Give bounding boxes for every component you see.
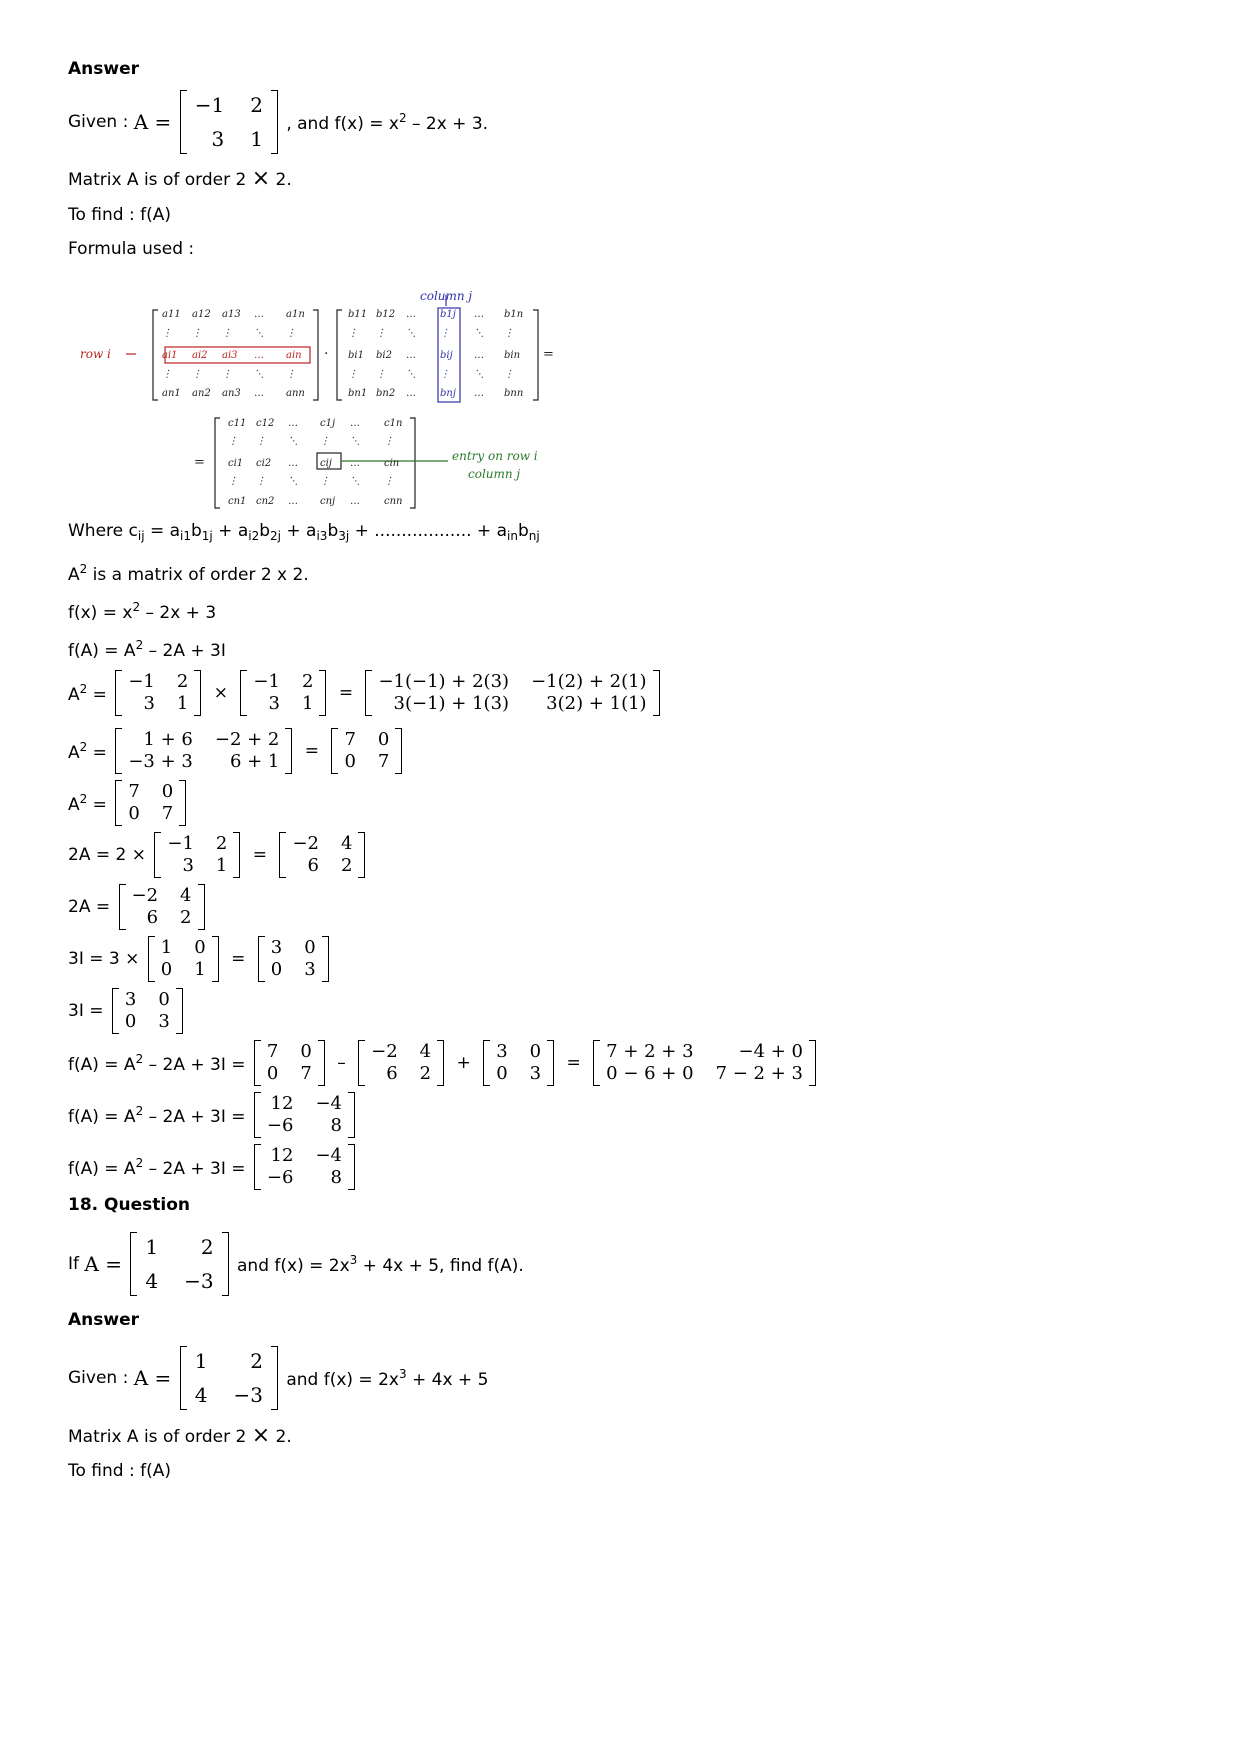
matrix-entry: ann bbox=[286, 388, 305, 399]
matrix-cell: −3 bbox=[233, 1383, 263, 1407]
matrix-entry: b11 bbox=[348, 309, 368, 320]
matrix bbox=[240, 670, 326, 716]
matrix bbox=[254, 1092, 355, 1138]
matrix-cells bbox=[122, 780, 179, 826]
matrix-entry: … bbox=[254, 309, 264, 320]
matrix-A bbox=[130, 1232, 228, 1296]
matrix-entry: ⋱ bbox=[474, 328, 484, 339]
matrix-entry: ⋱ bbox=[406, 369, 416, 380]
matrix-cell: 3 bbox=[124, 989, 137, 1010]
matrix-cells bbox=[372, 670, 652, 716]
matrix-cells bbox=[338, 728, 395, 774]
matrix-cells bbox=[122, 728, 285, 774]
twoA-step2: 2A = −2 4 6 2 bbox=[68, 884, 208, 930]
matrix-cell: 1 bbox=[160, 937, 173, 958]
matrix-entry: a13 bbox=[222, 309, 241, 320]
matrix-cell: −3 bbox=[184, 1269, 214, 1293]
formula-used-label: Formula used : bbox=[68, 239, 195, 259]
matrix-entry: … bbox=[254, 388, 264, 399]
a2-step3: $A^2$ = 7 0 0 7 bbox=[68, 780, 189, 826]
matrix-entry: … bbox=[350, 418, 360, 429]
matrix-entry: ⋮ bbox=[256, 436, 266, 447]
matrix-cells bbox=[261, 1040, 318, 1086]
matrix bbox=[154, 832, 240, 878]
matrix-entry: ⋮ bbox=[192, 369, 202, 380]
matrix-cell: 0 bbox=[300, 1041, 312, 1062]
matrix-cell: 7 bbox=[128, 781, 140, 802]
question-18-text: If A = 1 2 4 −3 and $f(x) = 2x^3 + 4x + 5$, find f(A). bbox=[68, 1232, 524, 1296]
matrix-cell: 12 bbox=[270, 1093, 294, 1114]
matrix-entry: an3 bbox=[222, 388, 241, 399]
matrix-A bbox=[180, 90, 278, 154]
matrix-cell: −4 + 0 bbox=[738, 1041, 803, 1062]
matrix-entry: ⋮ bbox=[162, 328, 172, 339]
matrix-cell: 0 bbox=[496, 1063, 508, 1084]
matrix-entry: ci1 bbox=[228, 458, 244, 469]
matrix-entry: bij bbox=[440, 350, 453, 361]
matrix-cell: −2 bbox=[131, 885, 159, 906]
matrix-entry: ⋮ bbox=[320, 476, 330, 487]
matrix-cell: −6 bbox=[266, 1115, 294, 1136]
matrix-cell: 7 + 2 + 3 bbox=[606, 1041, 694, 1062]
answer-heading-2: Answer bbox=[68, 1310, 139, 1330]
matrix-entry: c11 bbox=[228, 418, 247, 429]
matrix-entry: cnj bbox=[320, 496, 336, 507]
given-line-2: Given : A = 1 2 4 −3 and $f(x) = 2x^3 + 4x + 5$ bbox=[68, 1346, 488, 1410]
entry-label: entry on row i bbox=[452, 449, 538, 463]
given-mid: , and $f(x) = x^2 - 2x + 3$. bbox=[286, 110, 489, 134]
matrix-cell: 3 bbox=[496, 1041, 508, 1062]
matrix-cell: 2 bbox=[176, 671, 189, 692]
matrix-cell: 0 bbox=[304, 937, 316, 958]
matrix-entry: bin bbox=[504, 350, 521, 361]
a2-step2: $A^2$ = 1 + 6 −2 + 2 −3 + 3 6 + 1 = 7 0 0 7 bbox=[68, 728, 405, 774]
matrix bbox=[112, 988, 183, 1034]
matrix-entry: ⋮ bbox=[162, 369, 172, 380]
matrix-cell: 2 bbox=[301, 671, 314, 692]
matrix-cell: 3 bbox=[304, 959, 316, 980]
matrix-entry: an2 bbox=[192, 388, 211, 399]
matrix-cell: −4 bbox=[315, 1145, 342, 1166]
matrix-cell: −2 bbox=[371, 1041, 398, 1062]
matrix-cells bbox=[365, 1040, 437, 1086]
matrix-entry: bnn bbox=[504, 388, 524, 399]
matrix-entry: ⋱ bbox=[288, 476, 298, 487]
matrix bbox=[148, 936, 219, 982]
matrix-cell: 2 bbox=[180, 907, 192, 928]
matrix-cells bbox=[265, 936, 322, 982]
matrix-cell: 3(2) + 1(1) bbox=[546, 693, 647, 714]
order-line-2: Matrix A is of order 2 × 2. bbox=[68, 1423, 292, 1448]
matrix-cell: 7 bbox=[161, 803, 174, 824]
matrix-entry: ⋮ bbox=[222, 369, 232, 380]
matrix-entry: ⋱ bbox=[288, 436, 298, 447]
question-18-title: 18. Question bbox=[68, 1195, 190, 1215]
matrix-entry: ⋮ bbox=[286, 328, 296, 339]
matrix-cell: −6 bbox=[266, 1167, 294, 1188]
matrix-entry: … bbox=[474, 350, 484, 361]
matrix-entry: ai2 bbox=[192, 350, 208, 361]
matrix-entry: a1n bbox=[286, 309, 305, 320]
matrix-cell: −2 bbox=[292, 833, 319, 854]
matrix-entry: ⋮ bbox=[228, 476, 238, 487]
matrix bbox=[258, 936, 329, 982]
matrix-cells bbox=[161, 832, 233, 878]
matrix-entry: b1n bbox=[504, 309, 524, 320]
matrix-cell: −2 + 2 bbox=[214, 729, 280, 750]
matrix-cell: 3 bbox=[270, 937, 283, 958]
matrix-cell: 3 bbox=[158, 1011, 170, 1032]
matrix-cell: 0 bbox=[266, 1063, 279, 1084]
matrix-cells bbox=[119, 988, 176, 1034]
matrix-entry: ⋮ bbox=[440, 328, 450, 339]
matrix-cell: −1(−1) + 2(3) bbox=[378, 671, 510, 692]
matrix-cell: 6 bbox=[146, 907, 159, 928]
matrix-entry: ⋮ bbox=[348, 328, 358, 339]
matrix-entry: … bbox=[406, 309, 416, 320]
matrix-cell: −1 bbox=[128, 671, 155, 692]
matrix bbox=[115, 780, 186, 826]
to-find-line-2: To find : f(A) bbox=[68, 1461, 171, 1481]
matrix-cell: −1(2) + 2(1) bbox=[531, 671, 647, 692]
matrix-cell: 1 + 6 bbox=[143, 729, 193, 750]
column-label: column j bbox=[420, 289, 473, 303]
matrix-entry: c1n bbox=[384, 418, 403, 429]
matrix-entry: bn2 bbox=[376, 388, 396, 399]
matrix-cell: 1 bbox=[215, 855, 228, 876]
matrix-cells bbox=[286, 832, 358, 878]
matrix-entry: cn1 bbox=[228, 496, 247, 507]
where-line: Where $c_{ij} = a_{i1}b_{1j} + a_{i2}b_{2j} + a_{i3}b_{3j}$ + .................. + $a_{in}b_{nj}$ bbox=[68, 521, 540, 543]
matrix-cell: 6 + 1 bbox=[229, 751, 280, 772]
matrix-cell: 3(−1) + 1(3) bbox=[393, 693, 510, 714]
given-prefix: Given : bbox=[68, 111, 129, 132]
matrix-entry: … bbox=[474, 309, 484, 320]
matrix-entry: … bbox=[288, 458, 298, 469]
matrix-entry: ai1 bbox=[162, 350, 178, 361]
matrix-cell: 8 bbox=[330, 1115, 342, 1136]
matrix-A bbox=[180, 1346, 278, 1410]
matrix-cell: 7 bbox=[266, 1041, 279, 1062]
times-symbol: × bbox=[251, 166, 271, 191]
matrix-entry: bn1 bbox=[348, 388, 368, 399]
matrix-entry: ⋮ bbox=[320, 436, 330, 447]
matrix-cell: 7 − 2 + 3 bbox=[715, 1063, 803, 1084]
matrix-entry: … bbox=[350, 458, 360, 469]
matrix-cell: 0 bbox=[158, 989, 170, 1010]
matrix-entry: cn2 bbox=[256, 496, 275, 507]
given-line bbox=[68, 90, 488, 154]
matrix-entry: cin bbox=[384, 458, 400, 469]
fa-step1: $f(A) = A^2 - 2A + 3I$ = 7 0 0 7 – −2 4 6 2 + 3 0 0 3 = 7 + 2 + 3 −4 + 0 0 − 6 + 0 7 − 2 + 3 bbox=[68, 1040, 819, 1086]
matrix-cells bbox=[187, 1346, 271, 1410]
matrix-cells bbox=[155, 936, 212, 982]
equals-sign: = bbox=[543, 347, 554, 362]
matrix-cell: 1 bbox=[176, 693, 189, 714]
matrix-entry: b12 bbox=[376, 309, 396, 320]
entry-label: column j bbox=[468, 467, 521, 481]
fa-step3: $f(A) = A^2 - 2A + 3I$ = 12 −4 −6 8 bbox=[68, 1144, 358, 1190]
matrix-cell: −1 bbox=[253, 671, 280, 692]
matrix-entry: … bbox=[254, 350, 264, 361]
order-line: Matrix A is of order 2 × 2. bbox=[68, 166, 292, 191]
dot-operator: · bbox=[324, 346, 329, 362]
threeI-step2: 3I = 3 0 0 3 bbox=[68, 988, 186, 1034]
matrix-cell: 1 bbox=[145, 1235, 159, 1259]
matrix-cell: 7 bbox=[300, 1063, 312, 1084]
matrix-cell: 6 bbox=[386, 1063, 398, 1084]
matrix-cells bbox=[261, 1144, 348, 1190]
matrix-cell: 2 bbox=[340, 855, 353, 876]
matrix-cells bbox=[126, 884, 198, 930]
matrix-cell: 0 bbox=[124, 1011, 137, 1032]
matrix-entry: ⋱ bbox=[254, 369, 264, 380]
matrix-entry: … bbox=[406, 388, 416, 399]
matrix-cell: 2 bbox=[215, 833, 228, 854]
matrix-entry: ⋱ bbox=[254, 328, 264, 339]
times-symbol: × bbox=[251, 1423, 271, 1448]
a2-order-line: $A^2$ is a matrix of order 2 x 2. bbox=[68, 562, 309, 585]
matrix-cell: 4 bbox=[180, 885, 192, 906]
matrix-entry: ci2 bbox=[256, 458, 272, 469]
matrix-cell: 1 bbox=[194, 1349, 208, 1373]
matrix bbox=[331, 728, 402, 774]
answer-heading: Answer bbox=[68, 59, 139, 79]
matrix-cells bbox=[187, 90, 271, 154]
matrix bbox=[115, 670, 201, 716]
matrix-entry: ⋮ bbox=[348, 369, 358, 380]
fx-line: $f(x) = x^2 - 2x + 3$ bbox=[68, 600, 217, 623]
matrix-entry: … bbox=[288, 496, 298, 507]
matrix-cell: 0 bbox=[344, 751, 356, 772]
matrix-entry: ⋮ bbox=[376, 369, 386, 380]
matrix-cells bbox=[122, 670, 194, 716]
fa-line: $f(A) = A^2 - 2A + 3I$ bbox=[68, 638, 226, 661]
matrix-entry: b1j bbox=[440, 309, 456, 320]
matrix-entry: ⋱ bbox=[406, 328, 416, 339]
matrix-cell: 8 bbox=[330, 1167, 342, 1188]
matrix-entry: … bbox=[406, 350, 416, 361]
matrix-cell: 3 bbox=[529, 1063, 542, 1084]
matrix-cell: 3 bbox=[143, 693, 155, 714]
threeI-step1: 3I = 3 × 1 0 0 1 = 3 0 0 3 bbox=[68, 936, 332, 982]
matrix-entry: ⋮ bbox=[222, 328, 232, 339]
matrix-cells bbox=[247, 670, 319, 716]
a2-step1: $A^2$ = −1 2 3 1 × −1 2 3 1 = −1(−1) + 2(3) −1(2) + 2(1) 3(−1) + 1(3) 3(2) + 1(1) bbox=[68, 670, 663, 716]
matrix-entry: … bbox=[350, 496, 360, 507]
matrix-label: A = bbox=[133, 110, 172, 134]
matrix bbox=[119, 884, 205, 930]
matrix bbox=[483, 1040, 554, 1086]
matrix-cell: −1 bbox=[167, 833, 194, 854]
matrix-cells bbox=[261, 1092, 348, 1138]
matrix-entry: c12 bbox=[256, 418, 275, 429]
matrix-entry: ⋮ bbox=[384, 476, 394, 487]
matrix-entry: ⋱ bbox=[350, 436, 360, 447]
matrix-entry: a12 bbox=[192, 309, 211, 320]
matrix-cell: 4 bbox=[419, 1041, 432, 1062]
matrix-cell: −3 + 3 bbox=[128, 751, 193, 772]
matrix-cell: 1 bbox=[194, 959, 206, 980]
matrix-cell: 2 bbox=[250, 1349, 263, 1373]
matrix-cell: 0 bbox=[270, 959, 283, 980]
matrix-entry: bi1 bbox=[348, 350, 364, 361]
matrix-cells bbox=[600, 1040, 809, 1086]
matrix-cell: 1 bbox=[250, 127, 263, 151]
matrix-cell: 1 bbox=[301, 693, 314, 714]
matrix-cell: 0 − 6 + 0 bbox=[606, 1063, 694, 1084]
matrix-cell: 4 bbox=[194, 1383, 208, 1407]
matrix-cell: 2 bbox=[250, 93, 263, 117]
row-label: row i bbox=[80, 347, 111, 361]
twoA-step1: 2A = 2 × −1 2 3 1 = −2 4 6 2 bbox=[68, 832, 368, 878]
matrix bbox=[254, 1144, 355, 1190]
matrix-entry: ain bbox=[286, 350, 302, 361]
matrix-cell: 4 bbox=[145, 1269, 159, 1293]
matrix-cell: −1 bbox=[194, 93, 225, 117]
matrix-entry: ⋮ bbox=[228, 436, 238, 447]
matrix-entry: ⋮ bbox=[192, 328, 202, 339]
matrix-cell: 0 bbox=[529, 1041, 542, 1062]
matrix-entry: bi2 bbox=[376, 350, 392, 361]
matrix-cell: 0 bbox=[377, 729, 390, 750]
matrix-cell: 0 bbox=[128, 803, 140, 824]
matrix bbox=[365, 670, 659, 716]
matrix-entry: an1 bbox=[162, 388, 181, 399]
matrix-entry: ⋮ bbox=[440, 369, 450, 380]
matrix bbox=[593, 1040, 816, 1086]
matrix-entry: ai3 bbox=[222, 350, 238, 361]
fa-step2: $f(A) = A^2 - 2A + 3I$ = 12 −4 −6 8 bbox=[68, 1092, 358, 1138]
matrix bbox=[279, 832, 365, 878]
matrix-entry: cij bbox=[320, 458, 332, 469]
matrix-cell: 2 bbox=[200, 1235, 214, 1259]
matrix-cell: 12 bbox=[270, 1145, 294, 1166]
matrix-entry: … bbox=[288, 418, 298, 429]
matrix-entry: a11 bbox=[162, 309, 181, 320]
matrix-entry: ⋱ bbox=[474, 369, 484, 380]
matrix-cell: 3 bbox=[268, 693, 280, 714]
matrix-cell: 0 bbox=[194, 937, 206, 958]
matrix-cell: −4 bbox=[315, 1093, 342, 1114]
matrix-cells bbox=[137, 1232, 221, 1296]
matrix-cell: 3 bbox=[182, 855, 194, 876]
matrix-cells bbox=[490, 1040, 547, 1086]
matrix-cell: 3 bbox=[211, 127, 225, 151]
matrix-entry: ⋮ bbox=[504, 369, 514, 380]
matrix-entry: ⋱ bbox=[350, 476, 360, 487]
to-find-line: To find : f(A) bbox=[68, 205, 171, 225]
matrix-entry: … bbox=[474, 388, 484, 399]
matrix-entry: ⋮ bbox=[286, 369, 296, 380]
matrix-entry: ⋮ bbox=[384, 436, 394, 447]
matrix-cell: 0 bbox=[160, 959, 173, 980]
matrix-cell: 0 bbox=[161, 781, 174, 802]
matrix bbox=[115, 728, 292, 774]
equals-sign: = bbox=[194, 455, 205, 470]
matrix bbox=[358, 1040, 444, 1086]
matrix-cell: 4 bbox=[340, 833, 353, 854]
matrix-entry: ⋮ bbox=[376, 328, 386, 339]
matrix-entry: cnn bbox=[384, 496, 403, 507]
matrix-cell: 7 bbox=[344, 729, 356, 750]
matrix-entry: c1j bbox=[320, 418, 336, 429]
matrix-cell: 2 bbox=[419, 1063, 432, 1084]
matrix-entry: ⋮ bbox=[504, 328, 514, 339]
matrix bbox=[254, 1040, 325, 1086]
matrix-cell: 7 bbox=[377, 751, 390, 772]
matrix-entry: ⋮ bbox=[256, 476, 266, 487]
matrix-cell: 6 bbox=[307, 855, 319, 876]
matrix-entry: bnj bbox=[440, 388, 456, 399]
